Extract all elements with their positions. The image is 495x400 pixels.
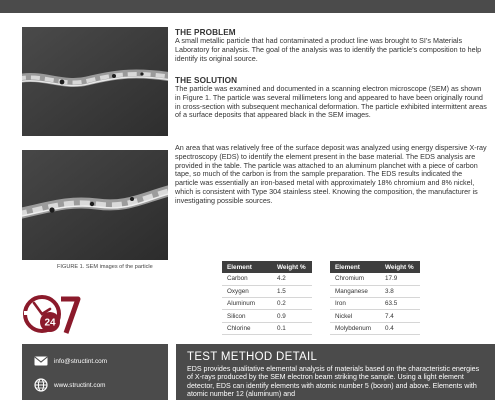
table-header-row bbox=[222, 261, 312, 273]
sem-image-1-graphic bbox=[22, 27, 168, 136]
element-cell: Carbon bbox=[222, 273, 272, 285]
element-cell: Aluminum bbox=[222, 298, 272, 310]
element-cell: Iron bbox=[330, 298, 380, 310]
column-header-element: Element bbox=[330, 261, 380, 273]
top-banner bbox=[0, 0, 495, 13]
table-row bbox=[222, 298, 312, 310]
test-method-body: EDS provides qualitative elemental analysis of materials based on the characteristic energies of X-rays produced by the SEM electron beam striking the sample. Using a light element detector, EDS can identify elements with atomic number 5 (boron) and above. Elements with atomic number 12 (aluminum) and bbox=[187, 365, 480, 399]
element-cell: Nickel bbox=[330, 310, 380, 322]
envelope-icon bbox=[34, 354, 48, 368]
element-cell: Manganese bbox=[330, 285, 380, 297]
eds-body: An area that was relatively free of the surface deposit was analyzed using energy dispersive X-ray spectroscopy (EDS) to identify the element present in the base material. The EDS analysis are provided in the table. The particle was attached to an aluminum planchet with a piece of carbon tape, so much of the carbon is from the sample preparation. The EDS results indicated the particle was essentially an iron-based metal with approximately 18% chromium and 8% nickel, which is consistent with Type 304 stainless steel. Knowing the composition, the manufacturer is investigating possible sources. bbox=[175, 143, 487, 205]
contact-panel bbox=[22, 344, 168, 400]
solution-heading: THE SOLUTION bbox=[175, 76, 238, 85]
website-url[interactable]: www.structint.com bbox=[54, 381, 106, 389]
table-row bbox=[222, 273, 312, 285]
weight-cell: 63.5 bbox=[380, 298, 420, 310]
globe-icon bbox=[34, 378, 48, 392]
element-cell: Chromium bbox=[330, 273, 380, 285]
element-cell: Silicon bbox=[222, 310, 272, 322]
weight-cell: 0.2 bbox=[272, 298, 312, 310]
column-header-weight: Weight % bbox=[272, 261, 312, 273]
24-7-logo bbox=[20, 289, 82, 337]
email-contact[interactable] bbox=[34, 354, 107, 368]
test-method-title: TEST METHOD DETAIL bbox=[187, 351, 318, 363]
weight-cell: 3.8 bbox=[380, 285, 420, 297]
column-header-element: Element bbox=[222, 261, 272, 273]
column-header-weight: Weight % bbox=[380, 261, 420, 273]
eds-table-left bbox=[222, 261, 312, 335]
table-row bbox=[330, 310, 420, 322]
eds-table-right bbox=[330, 261, 420, 335]
weight-cell: 0.1 bbox=[272, 322, 312, 334]
problem-heading: THE PROBLEM bbox=[175, 28, 236, 37]
website-contact[interactable] bbox=[34, 378, 106, 392]
svg-text:24: 24 bbox=[44, 317, 56, 329]
problem-body: A small metallic particle that had contaminated a product line was brought to SI’s Materials Laboratory for analysis. The goal of the analysis was to identify the particle’s composition to help identify its original source. bbox=[175, 36, 482, 63]
table-row bbox=[222, 285, 312, 297]
weight-cell: 7.4 bbox=[380, 310, 420, 322]
weight-cell: 0.9 bbox=[272, 310, 312, 322]
test-method-panel bbox=[176, 344, 495, 400]
table-header-row bbox=[330, 261, 420, 273]
weight-cell: 0.4 bbox=[380, 322, 420, 334]
figure-caption: FIGURE 1. SEM images of the particle bbox=[57, 264, 153, 270]
table-row bbox=[222, 322, 312, 334]
weight-cell: 1.5 bbox=[272, 285, 312, 297]
sem-image-2 bbox=[22, 150, 168, 260]
sem-image-1 bbox=[22, 27, 168, 136]
element-cell: Oxygen bbox=[222, 285, 272, 297]
sem-image-2-graphic bbox=[22, 150, 168, 260]
table-row bbox=[330, 322, 420, 334]
weight-cell: 17.9 bbox=[380, 273, 420, 285]
element-cell: Molybdenum bbox=[330, 322, 380, 334]
solution-body: The particle was examined and documented in a scanning electron microscope (SEM) as shown in Figure 1. The particle was several millimeters long and appeared to have been originally round in cross-section with subsequent mechanical deformation. The particle exhibited intermittent areas of a surface deposits that appeared black in the SEM images. bbox=[175, 84, 487, 120]
email-address[interactable]: info@structint.com bbox=[54, 357, 108, 365]
weight-cell: 4.2 bbox=[272, 273, 312, 285]
table-row bbox=[330, 285, 420, 297]
table-row bbox=[330, 298, 420, 310]
table-row bbox=[330, 273, 420, 285]
24-7-logo-graphic bbox=[20, 289, 82, 337]
table-row bbox=[222, 310, 312, 322]
element-cell: Chlorine bbox=[222, 322, 272, 334]
